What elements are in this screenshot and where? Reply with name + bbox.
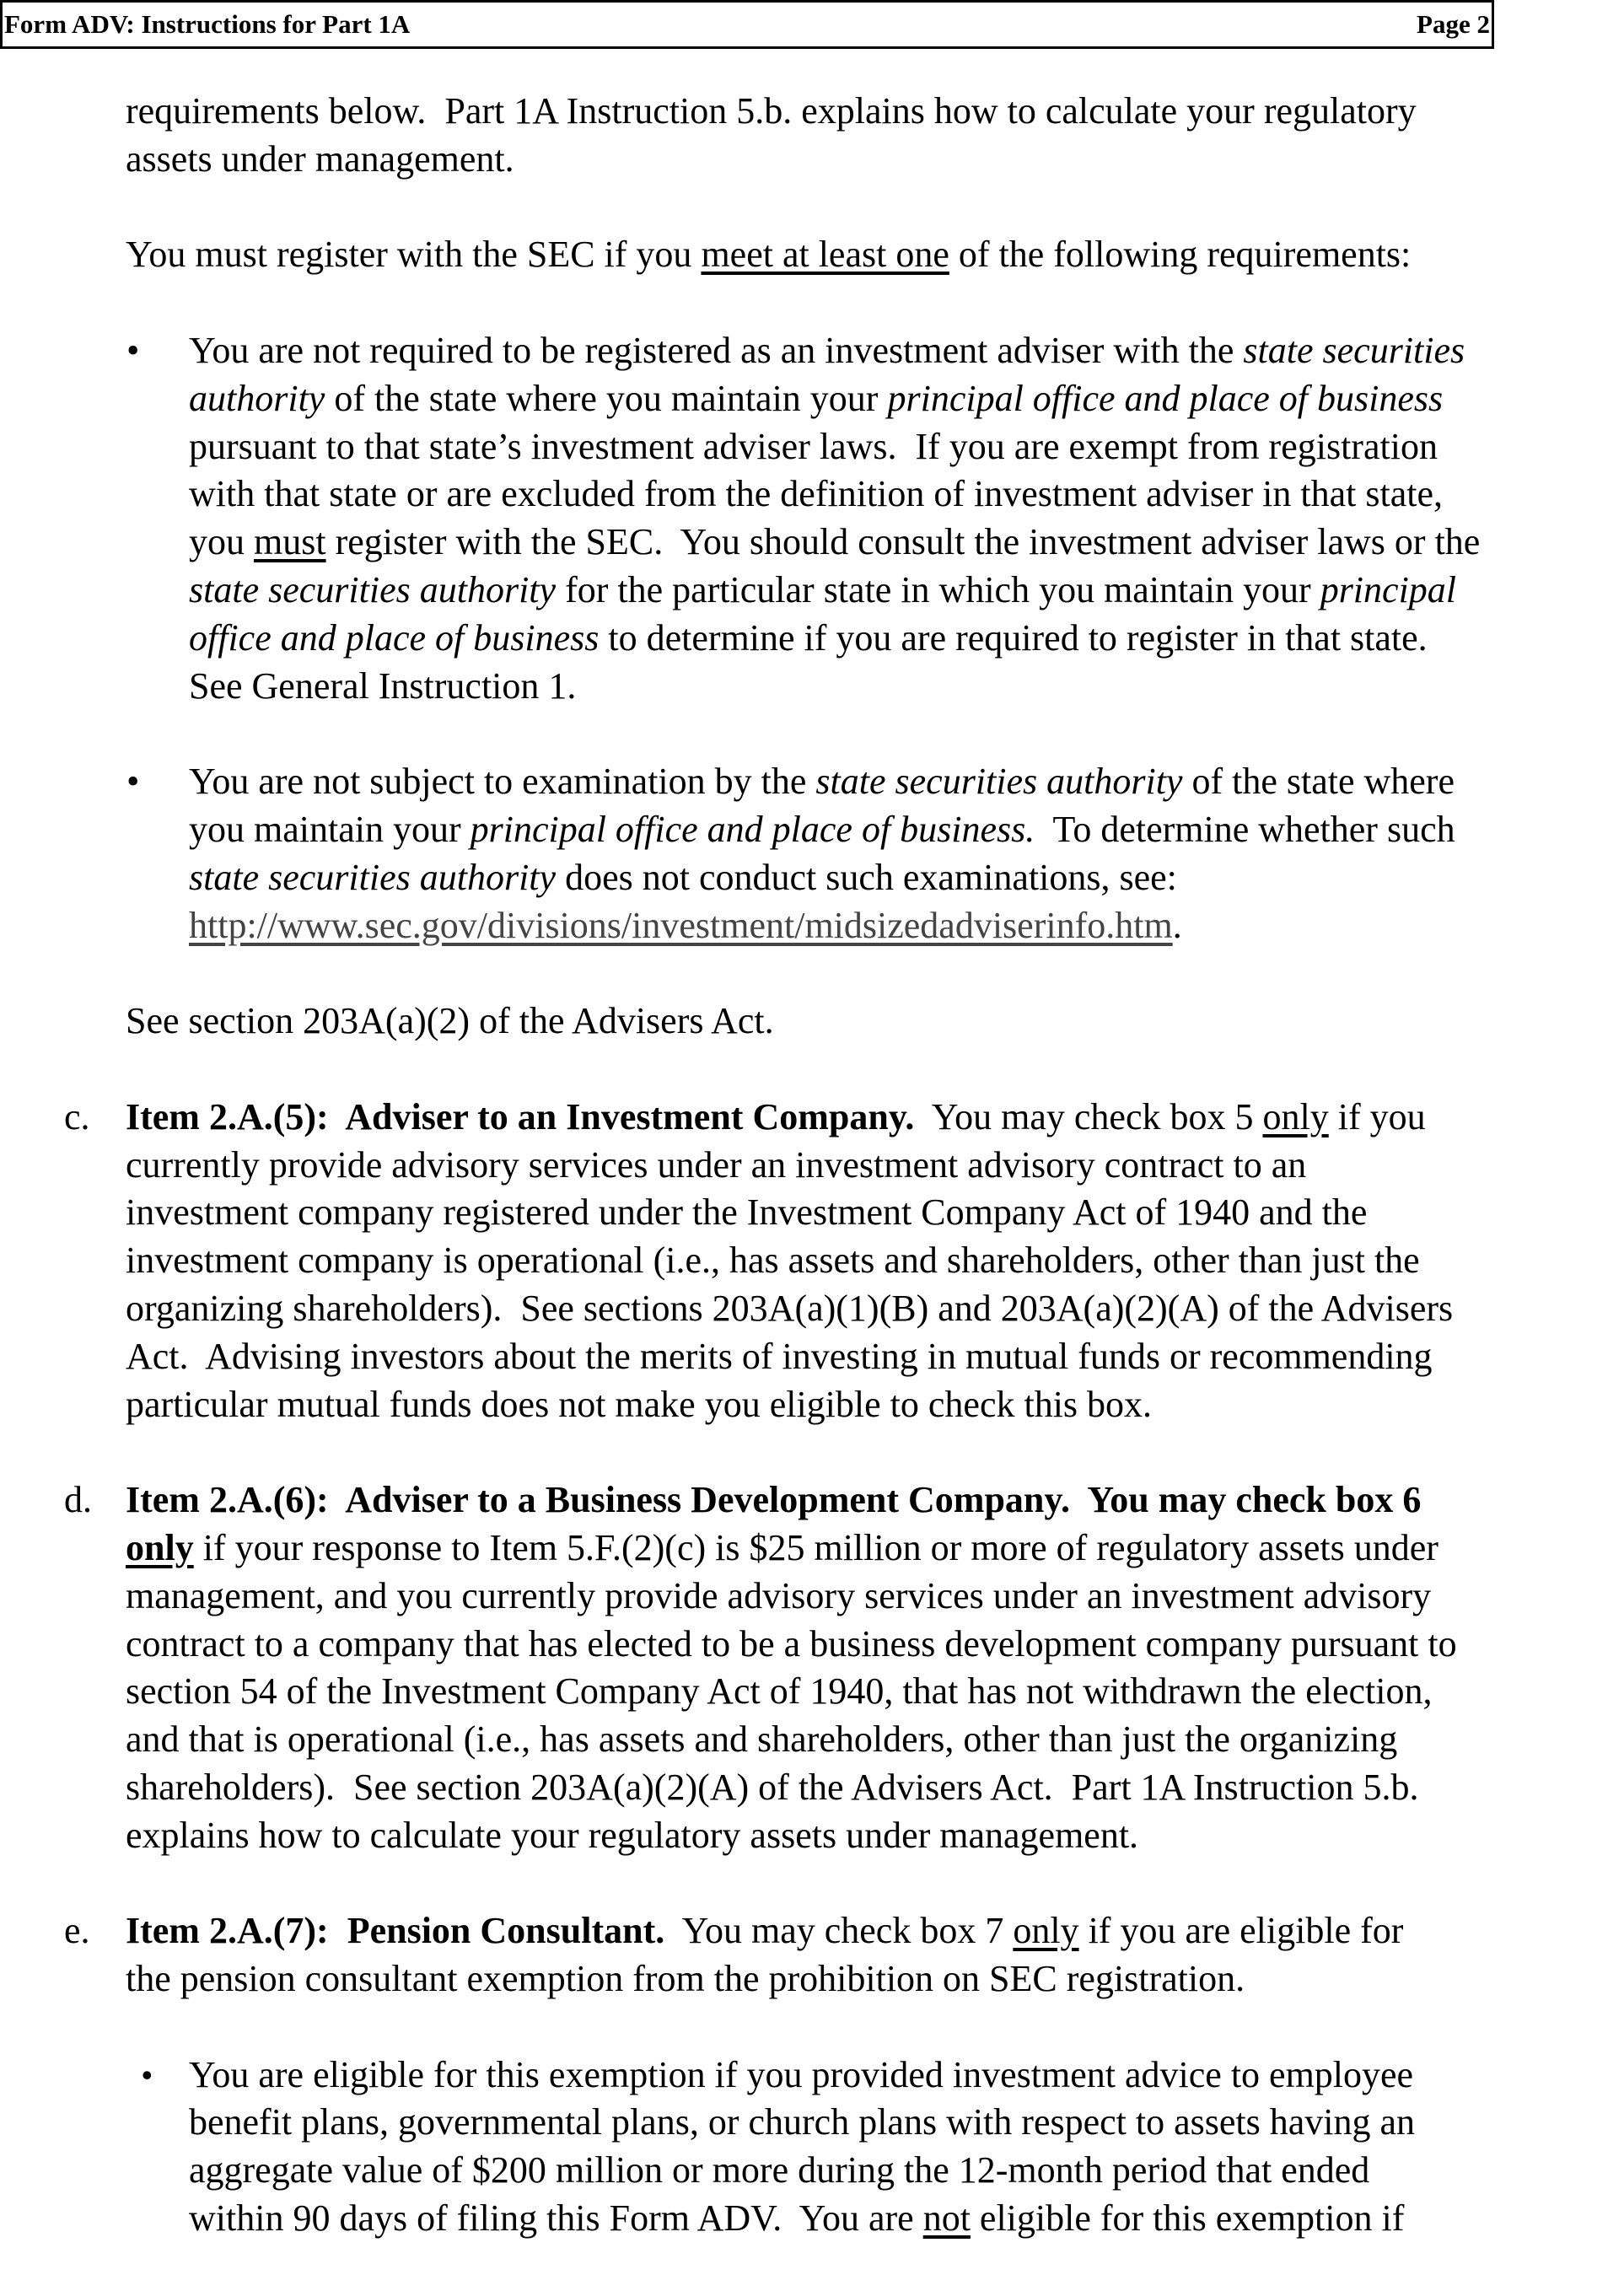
item-marker: e.: [64, 1910, 90, 1952]
text-line: [126, 1285, 1624, 1333]
text-line: [126, 1764, 1624, 1812]
text-run: Item 2.A.(5): Adviser to an Investment Company.: [126, 1095, 915, 1137]
text-run: See section 203A(a)(2) of the Advisers Act.: [126, 1000, 774, 1042]
text-run: benefit plans, governmental plans, or church plans with respect to assets having an: [189, 2101, 1416, 2143]
text-run: state securities: [1243, 329, 1465, 371]
header-title: Form ADV: Instructions for Part 1A: [4, 9, 411, 39]
text-run: investment company is operational (i.e., has assets and shareholders, other than just the: [126, 1240, 1420, 1282]
text-line: [189, 519, 1624, 567]
text-line: [126, 1812, 1624, 1860]
text-run: assets under management.: [126, 137, 514, 180]
paragraph: [0, 231, 1624, 279]
bullet-item: [0, 758, 1624, 949]
text-line: [126, 1907, 1624, 1955]
text-run: You are eligible for this exemption if you provided investment advice to employee: [189, 2053, 1414, 2095]
text-line: [189, 615, 1624, 663]
text-line: [189, 902, 1624, 950]
document-body: [0, 88, 1624, 2291]
text-run: You are not required to be registered as an investment adviser with the: [189, 329, 1244, 371]
text-run: You must register with the SEC if you: [126, 234, 702, 276]
text-line: [189, 2195, 1624, 2243]
text-run: Item 2.A.(7): Pension Consultant.: [126, 1910, 665, 1952]
text-line: [189, 423, 1624, 471]
text-run: does not conduct such examinations, see:: [556, 856, 1177, 898]
text-run: You are not subject to examination by the: [189, 761, 816, 803]
text-line: [126, 1142, 1624, 1190]
text-run: to determine if you are required to register in that state.: [599, 616, 1428, 659]
text-line: [126, 1094, 1624, 1142]
bullet-icon: •: [126, 329, 140, 371]
bullet-item: [0, 327, 1624, 710]
text-run: investment company registered under the Investment Company Act of 1940 and the: [126, 1191, 1368, 1234]
text-run: register with the SEC. You should consult the investment adviser laws or the: [325, 521, 1481, 563]
text-run: with that state or are excluded from the definition of investment adviser in that state,: [189, 473, 1443, 515]
lettered-item: [0, 1907, 1624, 2003]
text-line: [189, 854, 1624, 902]
text-run: principal office and place of business: [887, 377, 1444, 419]
text-line: [189, 663, 1624, 711]
text-run: principal: [1320, 568, 1457, 610]
text-line: [126, 1668, 1624, 1716]
text-run: management, and you currently provide advisory services under an investment advisory: [126, 1574, 1432, 1616]
text-run: See General Instruction 1.: [189, 664, 577, 707]
text-run: aggregate value of $200 million or more during the 12-month period that ended: [189, 2149, 1370, 2192]
bullet-item: [0, 2052, 1624, 2243]
text-run: only: [1013, 1910, 1079, 1952]
text-run: must: [254, 521, 326, 563]
text-run: of the following requirements:: [949, 234, 1412, 276]
text-run: within 90 days of filing this Form ADV. You are: [189, 2197, 923, 2240]
text-run: only: [126, 1526, 194, 1568]
text-run: eligible for this exemption if: [970, 2197, 1405, 2240]
text-run: for the particular state in which you maintain your: [556, 568, 1320, 610]
paragraph: [0, 88, 1624, 184]
text-line: [126, 1333, 1624, 1381]
text-run: principal office and place of business.: [470, 808, 1035, 850]
text-run: requirements below. Part 1A Instruction 5.b. explains how to calculate your regulatory: [126, 90, 1417, 132]
text-run: shareholders). See section 203A(a)(2)(A) of the Advisers Act. Part 1A Instruction 5.b.: [126, 1766, 1419, 1808]
text-run: the pension consultant exemption from the prohibition on SEC registration.: [126, 1958, 1245, 2000]
text-run: explains how to calculate your regulatory assets under management.: [126, 1814, 1139, 1856]
page-header: [0, 0, 1494, 49]
text-line: [126, 1476, 1624, 1525]
lettered-item: [0, 1476, 1624, 1859]
text-run: if your response to Item 5.F.(2)(c) is $25 million or more of regulatory assets under: [193, 1526, 1438, 1568]
item-marker: d.: [64, 1479, 92, 1521]
text-run: contract to a company that has elected to be a business development company pursuant to: [126, 1622, 1457, 1664]
text-run: of the state where: [1182, 761, 1455, 803]
text-run: organizing shareholders). See sections 203A(a)(1)(B) and 203A(a)(2)(A) of the Advisers: [126, 1287, 1454, 1329]
text-run: if you: [1328, 1095, 1426, 1137]
text-line: [189, 327, 1624, 375]
page-number: Page 2: [1417, 9, 1490, 39]
text-run: office and place of business: [189, 616, 600, 659]
paragraph: [0, 998, 1624, 1046]
text-run: Item 2.A.(6): Adviser to a Business Development Company. You may check box 6: [126, 1479, 1422, 1521]
url-link[interactable]: http://www.sec.gov/divisions/investment/midsizedadviserinfo.htm: [189, 904, 1173, 946]
bullet-icon: •: [142, 2057, 153, 2092]
text-line: [126, 1716, 1624, 1764]
text-line: [189, 471, 1624, 519]
text-run: authority: [189, 377, 325, 419]
text-line: [126, 1189, 1624, 1237]
text-line: [126, 231, 1624, 279]
text-run: Act. Advising investors about the merits of investing in mutual funds or recommending: [126, 1335, 1433, 1377]
text-run: you maintain your: [189, 808, 471, 850]
text-run: You may check box 7: [664, 1910, 1014, 1952]
text-line: [126, 998, 1624, 1046]
text-line: [126, 1621, 1624, 1669]
text-run: and that is operational (i.e., has assets and shareholders, other than just the organizing: [126, 1718, 1398, 1761]
text-run: state securities authority: [189, 856, 557, 898]
text-line: [126, 136, 1624, 184]
text-line: [126, 88, 1624, 136]
text-line: [189, 375, 1624, 423]
item-marker: c.: [64, 1095, 90, 1137]
text-run: section 54 of the Investment Company Act of 1940, that has not withdrawn the election,: [126, 1670, 1433, 1713]
text-run: state securities authority: [815, 761, 1183, 803]
text-run: particular mutual funds does not make you eligible to check this box.: [126, 1383, 1153, 1425]
text-line: [126, 1237, 1624, 1285]
text-line: [189, 2147, 1624, 2195]
text-run: meet at least one: [701, 234, 949, 276]
text-line: [189, 806, 1624, 854]
bullet-icon: •: [126, 761, 140, 803]
text-line: [126, 1381, 1624, 1429]
text-run: of the state where you maintain your: [325, 377, 888, 419]
text-line: [126, 1955, 1624, 2003]
text-run: if you are eligible for: [1078, 1910, 1404, 1952]
text-run: state securities authority: [189, 568, 557, 610]
text-line: [189, 2099, 1624, 2147]
text-run: .: [1172, 904, 1182, 946]
text-run: not: [922, 2197, 971, 2240]
text-run: currently provide advisory services under an investment advisory contract to an: [126, 1143, 1307, 1186]
text-line: [126, 1525, 1624, 1573]
text-run: You may check box 5: [914, 1095, 1263, 1137]
text-line: [189, 758, 1624, 806]
text-line: [189, 2052, 1624, 2100]
text-run: pursuant to that state’s investment adviser laws. If you are exempt from registration: [189, 425, 1438, 467]
text-run: only: [1262, 1095, 1329, 1137]
text-line: [189, 567, 1624, 615]
lettered-item: [0, 1094, 1624, 1429]
text-run: To determine whether such: [1035, 808, 1455, 850]
text-line: [126, 1573, 1624, 1621]
text-run: you: [189, 521, 254, 563]
